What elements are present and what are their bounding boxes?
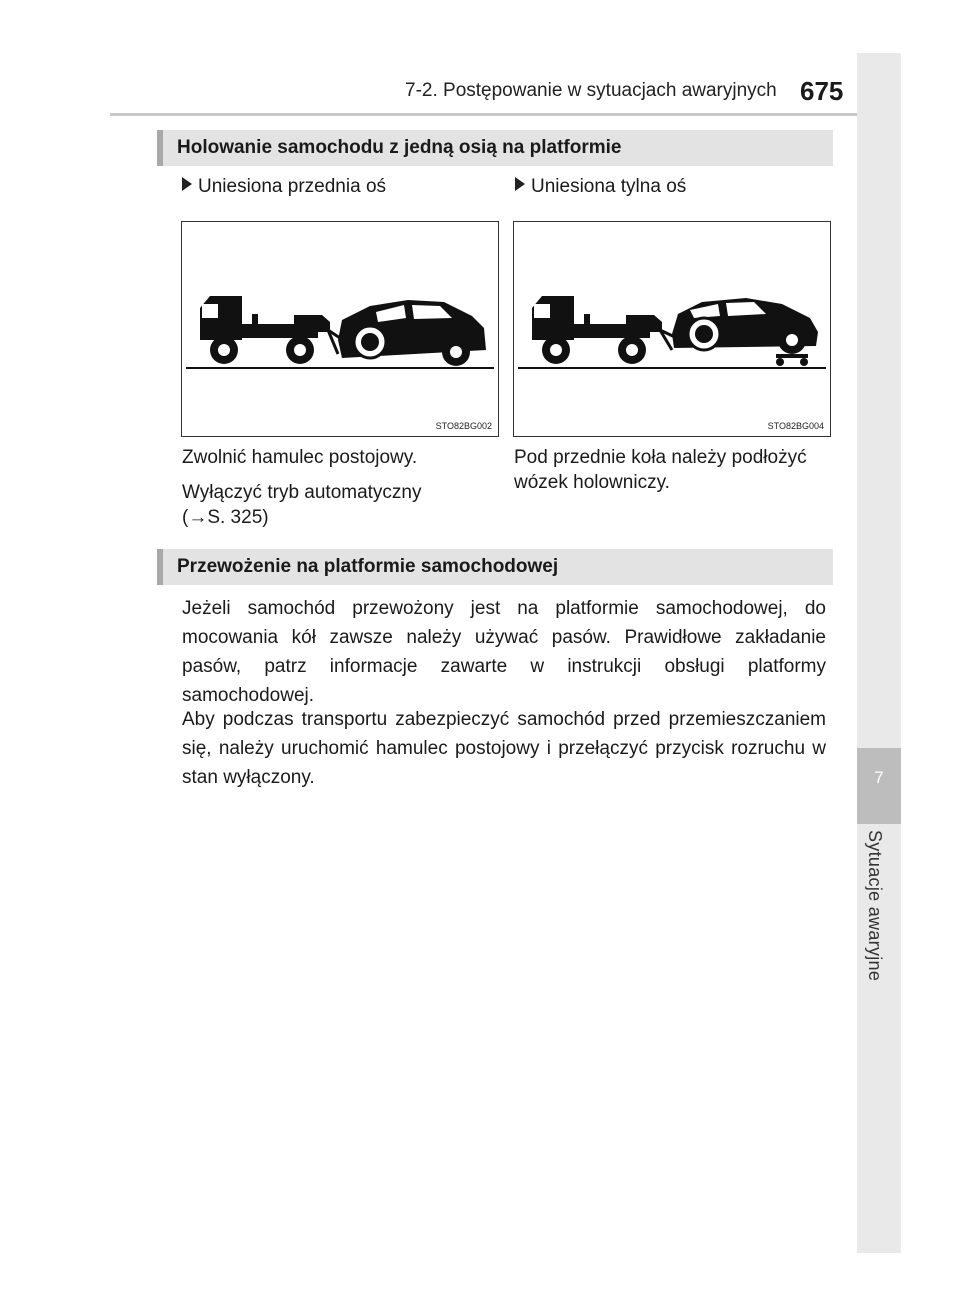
- running-header-section: 7-2. Postępowanie w sytuacjach awaryjnych: [405, 80, 777, 101]
- chapter-number: 7: [874, 768, 884, 787]
- tow-truck-icon: [200, 296, 364, 364]
- section-title-transport: Przewożenie na platformie samochodowej: [177, 556, 559, 577]
- tow-dolly-icon: [776, 354, 808, 366]
- car-icon: [338, 300, 486, 366]
- caption-page-reference: (→S. 325): [182, 507, 269, 528]
- chapter-tab-column: [857, 53, 901, 1253]
- figure-code: STO82BG004: [767, 421, 824, 431]
- chapter-label: Sytuacje awaryjne: [865, 830, 885, 982]
- figure-front-axle-lifted: [181, 221, 499, 437]
- tow-truck-front-lift-illustration: [182, 222, 498, 436]
- tow-truck-icon: [532, 296, 698, 364]
- subheading-rear-axle: [515, 176, 686, 198]
- bullet-arrow-icon: [182, 177, 192, 191]
- subheading-front-axle: [182, 176, 386, 198]
- paragraph-wheel-straps: Jeżeli samochód przewożony jest na platformie samochodowej, do mocowania kół zawsze należy używać pasów. Prawidłowe zakładanie pasów, patrz informacje zawarte w instrukcji obsługi platformy samochodowej.: [182, 598, 826, 706]
- tow-truck-rear-lift-illustration: [514, 222, 830, 436]
- caption-tow-dolly: [514, 445, 807, 495]
- caption-line: Wyłączyć tryb automatyczny: [182, 482, 422, 503]
- caption-line: Pod przednie koła należy podłożyć: [514, 447, 807, 468]
- section-heading-towing: [157, 130, 833, 166]
- paragraph-secure-vehicle: Aby podczas transportu zabezpieczyć samochód przed przemieszczaniem się, należy uruchomić hamulec postojowy i przełączyć przycisk rozruchu w stan wyłączony.: [182, 709, 826, 788]
- car-icon: [672, 298, 818, 354]
- page-number: 675: [800, 76, 844, 106]
- header-divider: [110, 113, 900, 116]
- caption-line: wózek holowniczy.: [514, 472, 670, 493]
- figure-code: STO82BG002: [435, 421, 492, 431]
- figure-rear-axle-lifted: [513, 221, 831, 437]
- subheading-rear-axle-text: Uniesiona tylna oś: [531, 176, 687, 197]
- bullet-arrow-icon: [515, 177, 525, 191]
- section-heading-transport: [157, 549, 833, 585]
- subheading-front-axle-text: Uniesiona przednia oś: [198, 176, 387, 197]
- section-title-towing: Holowanie samochodu z jedną osią na platformie: [177, 137, 622, 158]
- caption-disable-auto-mode: [182, 480, 422, 530]
- caption-release-parking-brake: Zwolnić hamulec postojowy.: [182, 447, 418, 468]
